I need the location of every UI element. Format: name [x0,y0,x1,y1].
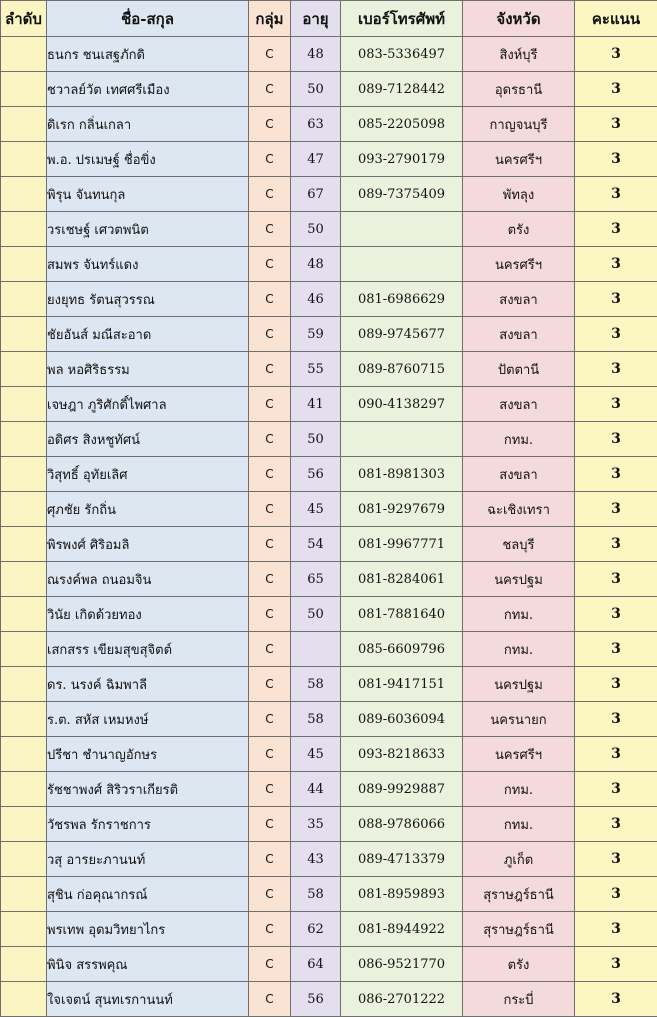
cell-group[interactable]: C [249,387,291,422]
cell-name[interactable]: พิรุน จันทนกุล [47,177,249,212]
header-seq[interactable]: ลำดับ [1,1,47,37]
cell-seq[interactable] [1,422,47,457]
table-row [1,282,657,317]
cell-phone[interactable]: 085-6609796 [341,632,463,667]
cell-score[interactable]: 3 [575,457,657,492]
header-row [1,1,657,37]
cell-group[interactable]: C [249,982,291,1017]
cell-province[interactable]: กทม. [463,772,575,807]
cell-name[interactable]: วิสุทธิ์ อุทัยเลิศ [47,457,249,492]
cell-name[interactable]: ปรีชา ชำนาญอักษร [47,737,249,772]
cell-province[interactable]: อุดรธานี [463,72,575,107]
cell-score[interactable]: 3 [575,982,657,1017]
cell-name[interactable]: วรเชษฐ์ เศวตพนิต [47,212,249,247]
cell-seq[interactable] [1,247,47,282]
cell-province[interactable]: สุราษฎร์ธานี [463,912,575,947]
cell-phone[interactable]: 081-9967771 [341,527,463,562]
cell-seq[interactable] [1,947,47,982]
table-row [1,387,657,422]
cell-group[interactable]: C [249,737,291,772]
cell-province[interactable]: นครนายก [463,702,575,737]
cell-group[interactable]: C [249,527,291,562]
cell-age[interactable]: 58 [291,667,341,702]
cell-province[interactable]: ภูเก็ต [463,842,575,877]
header-province[interactable]: จังหวัด [463,1,575,37]
cell-score[interactable]: 3 [575,387,657,422]
cell-province[interactable]: ปัตตานี [463,352,575,387]
cell-seq[interactable] [1,212,47,247]
cell-age[interactable]: 67 [291,177,341,212]
cell-phone[interactable]: 081-8284061 [341,562,463,597]
cell-score[interactable]: 3 [575,527,657,562]
cell-phone[interactable]: 089-6036094 [341,702,463,737]
table-row [1,982,657,1017]
cell-name[interactable]: ณรงค์พล ถนอมจิน [47,562,249,597]
cell-seq[interactable] [1,982,47,1017]
cell-age[interactable]: 35 [291,807,341,842]
cell-phone[interactable]: 089-9929887 [341,772,463,807]
table-row [1,842,657,877]
cell-name[interactable]: เจษฎา ภูริศักดิ์ไพศาล [47,387,249,422]
cell-group[interactable]: C [249,492,291,527]
table-row [1,352,657,387]
table-row [1,142,657,177]
cell-name[interactable]: พรเทพ อุดมวิทยาไกร [47,912,249,947]
cell-score[interactable]: 3 [575,247,657,282]
cell-score[interactable]: 3 [575,107,657,142]
cell-age[interactable]: 47 [291,142,341,177]
cell-age[interactable]: 59 [291,317,341,352]
table-row [1,212,657,247]
cell-group[interactable]: C [249,877,291,912]
cell-phone[interactable] [341,212,463,247]
cell-score[interactable]: 3 [575,842,657,877]
cell-name[interactable]: ใจเจตน์ สุนทเรกานนท์ [47,982,249,1017]
cell-province[interactable]: นครศรีฯ [463,247,575,282]
cell-score[interactable]: 3 [575,317,657,352]
cell-province[interactable]: กาญจนบุรี [463,107,575,142]
cell-seq[interactable] [1,282,47,317]
table-row [1,457,657,492]
cell-score[interactable]: 3 [575,422,657,457]
cell-group[interactable]: C [249,107,291,142]
cell-seq[interactable] [1,457,47,492]
header-age[interactable]: อายุ [291,1,341,37]
cell-score[interactable]: 3 [575,352,657,387]
cell-group[interactable]: C [249,282,291,317]
cell-phone[interactable]: 089-4713379 [341,842,463,877]
cell-seq[interactable] [1,352,47,387]
cell-name[interactable]: วสุ อารยะภานนท์ [47,842,249,877]
cell-seq[interactable] [1,317,47,352]
cell-province[interactable]: กทม. [463,632,575,667]
cell-score[interactable]: 3 [575,667,657,702]
table-row [1,317,657,352]
cell-seq[interactable] [1,737,47,772]
cell-score[interactable]: 3 [575,177,657,212]
cell-score[interactable]: 3 [575,737,657,772]
table-row [1,632,657,667]
cell-age[interactable]: 62 [291,912,341,947]
cell-age[interactable]: 45 [291,492,341,527]
cell-phone[interactable]: 081-8944922 [341,912,463,947]
cell-province[interactable]: กทม. [463,597,575,632]
header-name[interactable]: ชื่อ-สกุล [47,1,249,37]
cell-phone[interactable]: 085-2205098 [341,107,463,142]
cell-score[interactable]: 3 [575,912,657,947]
cell-score[interactable]: 3 [575,947,657,982]
table-row [1,912,657,947]
cell-score[interactable]: 3 [575,282,657,317]
cell-province[interactable]: ตรัง [463,212,575,247]
cell-province[interactable]: สงขลา [463,282,575,317]
cell-age[interactable]: 50 [291,422,341,457]
cell-group[interactable]: C [249,772,291,807]
cell-province[interactable]: ตรัง [463,947,575,982]
cell-age[interactable]: 58 [291,702,341,737]
cell-seq[interactable] [1,37,47,72]
table-row [1,492,657,527]
cell-province[interactable]: สุราษฎร์ธานี [463,877,575,912]
cell-name[interactable]: พินิจ สรรพคุณ [47,947,249,982]
header-group[interactable]: กลุ่ม [249,1,291,37]
cell-seq[interactable] [1,107,47,142]
cell-score[interactable]: 3 [575,597,657,632]
cell-name[interactable]: เสกสรร เขียมสุขสุจิตต์ [47,632,249,667]
cell-phone[interactable]: 081-9297679 [341,492,463,527]
cell-group[interactable]: C [249,912,291,947]
cell-seq[interactable] [1,597,47,632]
table-row [1,737,657,772]
cell-group[interactable]: C [249,597,291,632]
cell-group[interactable]: C [249,317,291,352]
table-row [1,107,657,142]
cell-name[interactable]: ดร. นรงค์ ฉิมพาลี [47,667,249,702]
cell-score[interactable]: 3 [575,492,657,527]
cell-phone[interactable]: 089-7128442 [341,72,463,107]
cell-province[interactable]: นครศรีฯ [463,737,575,772]
cell-phone[interactable]: 083-5336497 [341,37,463,72]
cell-name[interactable]: ศุภชัย รักถิ่น [47,492,249,527]
table-row [1,177,657,212]
cell-score[interactable]: 3 [575,562,657,597]
cell-group[interactable]: C [249,457,291,492]
cell-name[interactable]: ชวาลย์วัต เทศศรีเมือง [47,72,249,107]
cell-province[interactable]: สงขลา [463,387,575,422]
table-row [1,37,657,72]
table-row [1,807,657,842]
table-row [1,72,657,107]
cell-age[interactable]: 63 [291,107,341,142]
cell-group[interactable]: C [249,562,291,597]
table-row [1,562,657,597]
cell-phone[interactable]: 081-8981303 [341,457,463,492]
cell-phone[interactable]: 093-2790179 [341,142,463,177]
cell-seq[interactable] [1,632,47,667]
cell-province[interactable]: สงขลา [463,317,575,352]
cell-score[interactable]: 3 [575,72,657,107]
cell-phone[interactable]: 086-2701222 [341,982,463,1017]
cell-seq[interactable] [1,177,47,212]
cell-age[interactable]: 65 [291,562,341,597]
cell-name[interactable]: ร.ต. สหัส เหมหงษ์ [47,702,249,737]
cell-name[interactable]: สุชิน ก่อคุณากรณ์ [47,877,249,912]
cell-seq[interactable] [1,492,47,527]
cell-name[interactable]: ธนกร ชนเสฐภักดิ [47,37,249,72]
cell-score[interactable]: 3 [575,702,657,737]
cell-score[interactable]: 3 [575,142,657,177]
cell-score[interactable]: 3 [575,212,657,247]
cell-group[interactable]: C [249,947,291,982]
cell-group[interactable]: C [249,212,291,247]
cell-age[interactable]: 46 [291,282,341,317]
cell-phone[interactable]: 089-9745677 [341,317,463,352]
cell-age[interactable]: 54 [291,527,341,562]
table-row [1,667,657,702]
cell-seq[interactable] [1,807,47,842]
cell-score[interactable]: 3 [575,807,657,842]
cell-province[interactable]: กทม. [463,807,575,842]
cell-seq[interactable] [1,142,47,177]
table-row [1,947,657,982]
cell-phone[interactable] [341,247,463,282]
cell-age[interactable]: 64 [291,947,341,982]
header-phone[interactable]: เบอร์โทรศัพท์ [341,1,463,37]
table-row [1,702,657,737]
cell-province[interactable]: สงขลา [463,457,575,492]
cell-province[interactable]: พัทลุง [463,177,575,212]
cell-province[interactable]: นครปฐม [463,562,575,597]
cell-group[interactable]: C [249,807,291,842]
cell-score[interactable]: 3 [575,877,657,912]
cell-name[interactable]: รัชชาพงศ์ สิริวราเกียรติ [47,772,249,807]
cell-seq[interactable] [1,527,47,562]
cell-province[interactable]: นครปฐม [463,667,575,702]
cell-seq[interactable] [1,667,47,702]
cell-score[interactable]: 3 [575,632,657,667]
cell-name[interactable]: ชัยอันส์ มณีสะอาด [47,317,249,352]
cell-group[interactable]: C [249,702,291,737]
cell-seq[interactable] [1,387,47,422]
cell-age[interactable]: 48 [291,37,341,72]
cell-age[interactable]: 50 [291,72,341,107]
cell-seq[interactable] [1,912,47,947]
cell-age[interactable]: 50 [291,597,341,632]
cell-group[interactable]: C [249,352,291,387]
cell-age[interactable]: 56 [291,457,341,492]
cell-name[interactable]: ยงยุทธ รัตนสุวรรณ [47,282,249,317]
table-row [1,247,657,282]
cell-score[interactable]: 3 [575,37,657,72]
cell-name[interactable]: วัชรพล รักราชการ [47,807,249,842]
cell-score[interactable]: 3 [575,772,657,807]
cell-seq[interactable] [1,72,47,107]
cell-age[interactable] [291,632,341,667]
cell-name[interactable]: พล หอศิริธรรม [47,352,249,387]
cell-phone[interactable]: 089-8760715 [341,352,463,387]
cell-age[interactable]: 48 [291,247,341,282]
cell-name[interactable]: อดิศร สิงหชูทัศน์ [47,422,249,457]
cell-age[interactable]: 45 [291,737,341,772]
cell-seq[interactable] [1,772,47,807]
cell-group[interactable]: C [249,667,291,702]
cell-group[interactable]: C [249,842,291,877]
table-row [1,422,657,457]
cell-province[interactable]: ชลบุรี [463,527,575,562]
cell-seq[interactable] [1,877,47,912]
cell-phone[interactable]: 093-8218633 [341,737,463,772]
table-body [1,37,657,1017]
cell-name[interactable]: พ.อ. ปรเมษฐ์ ชื่อขิ่ง [47,142,249,177]
cell-phone[interactable] [341,422,463,457]
cell-group[interactable]: C [249,142,291,177]
cell-group[interactable]: C [249,177,291,212]
cell-phone[interactable]: 081-8959893 [341,877,463,912]
cell-group[interactable]: C [249,72,291,107]
cell-seq[interactable] [1,562,47,597]
cell-age[interactable]: 50 [291,212,341,247]
cell-phone[interactable]: 089-7375409 [341,177,463,212]
cell-group[interactable]: C [249,37,291,72]
cell-seq[interactable] [1,702,47,737]
cell-group[interactable]: C [249,247,291,282]
cell-name[interactable]: ดิเรก กลิ่นเกลา [47,107,249,142]
cell-age[interactable]: 55 [291,352,341,387]
cell-age[interactable]: 44 [291,772,341,807]
cell-name[interactable]: สมพร จันทร์แดง [47,247,249,282]
cell-group[interactable]: C [249,632,291,667]
cell-group[interactable]: C [249,422,291,457]
cell-province[interactable]: สิงห์บุรี [463,37,575,72]
cell-province[interactable]: กทม. [463,422,575,457]
cell-phone[interactable]: 081-7881640 [341,597,463,632]
cell-province[interactable]: นครศรีฯ [463,142,575,177]
cell-phone[interactable]: 081-6986629 [341,282,463,317]
cell-province[interactable]: ฉะเชิงเทรา [463,492,575,527]
cell-age[interactable]: 41 [291,387,341,422]
table-row [1,527,657,562]
cell-phone[interactable]: 081-9417151 [341,667,463,702]
cell-phone[interactable]: 090-4138297 [341,387,463,422]
cell-age[interactable]: 58 [291,877,341,912]
cell-seq[interactable] [1,842,47,877]
header-score[interactable]: คะแนน [575,1,657,37]
cell-age[interactable]: 56 [291,982,341,1017]
table-row [1,877,657,912]
cell-province[interactable]: กระบี่ [463,982,575,1017]
cell-name[interactable]: วินัย เกิดด้วยทอง [47,597,249,632]
cell-phone[interactable]: 086-9521770 [341,947,463,982]
cell-phone[interactable]: 088-9786066 [341,807,463,842]
cell-name[interactable]: พิรพงศ์ ศิริอมลิ [47,527,249,562]
cell-age[interactable]: 43 [291,842,341,877]
table-row [1,597,657,632]
table-row [1,772,657,807]
